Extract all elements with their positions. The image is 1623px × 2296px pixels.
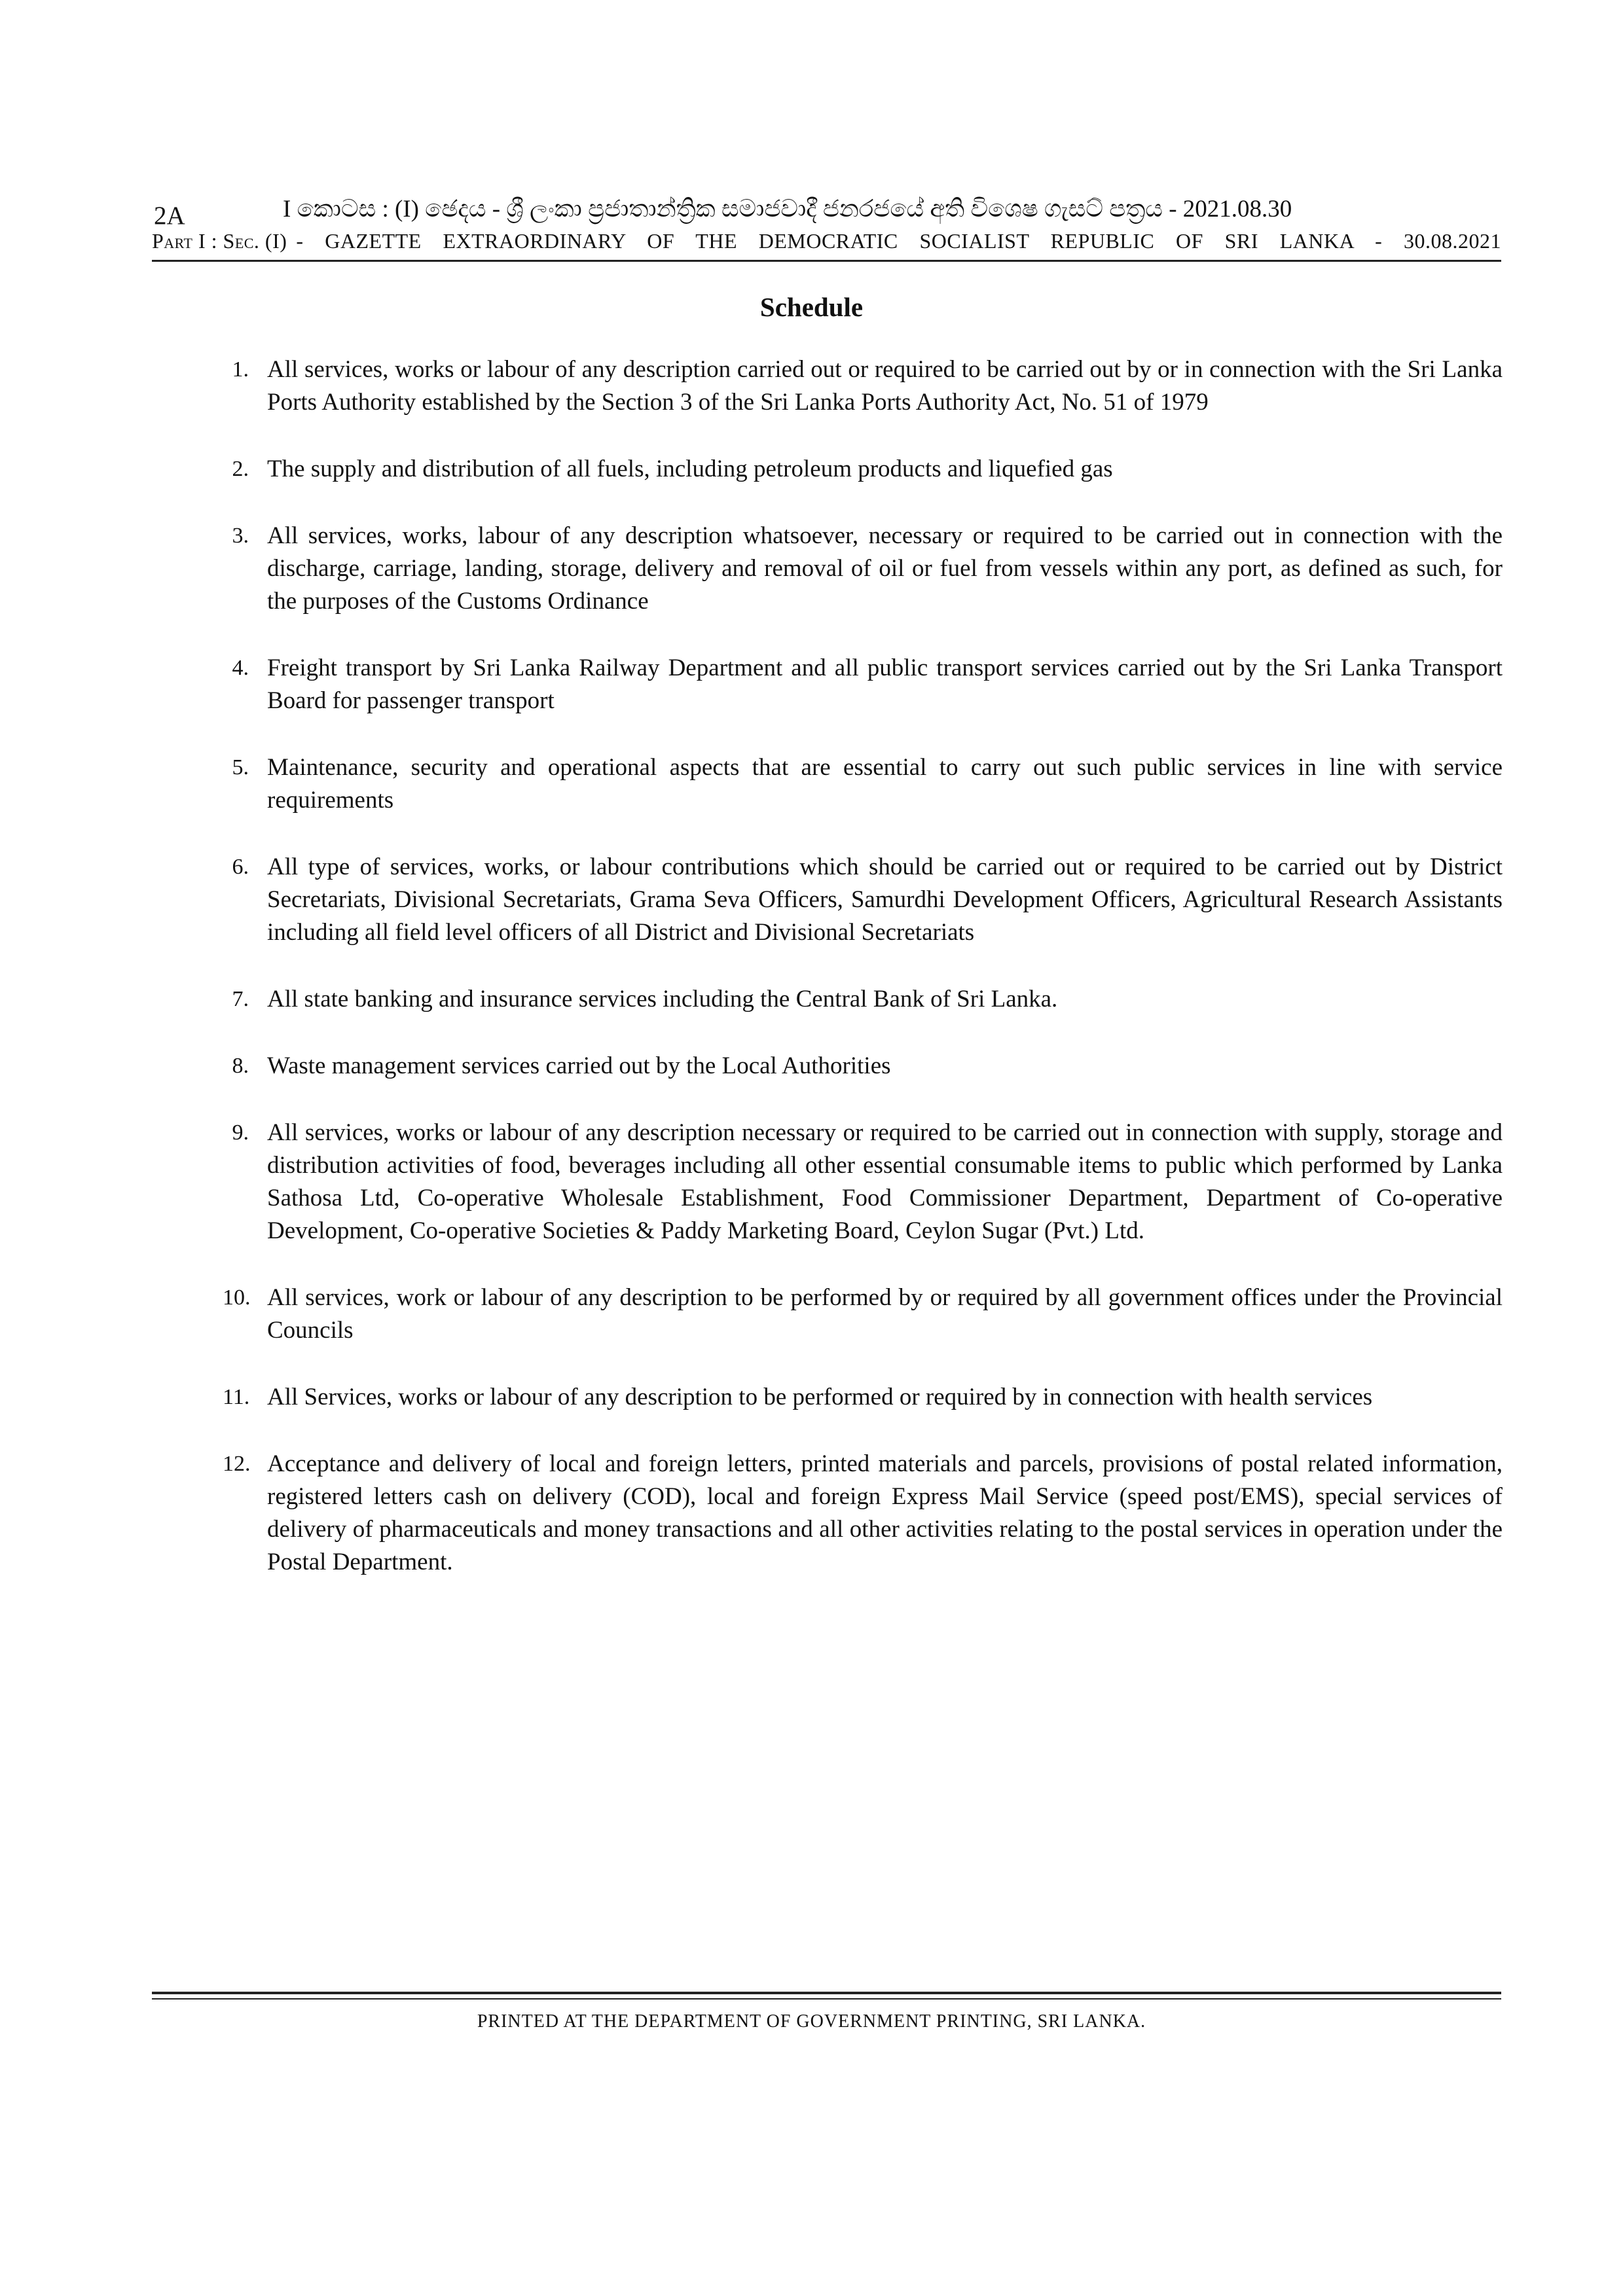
schedule-item-text: Freight transport by Sri Lanka Railway Department and all public transport services carried out by the Sri Lanka Transport Board for passenger transport [267, 655, 1503, 714]
schedule-item [223, 1381, 1503, 1414]
schedule-item [223, 983, 1503, 1016]
schedule-item-text: All services, works or labour of any description carried out or required to be carried out by or in connection with the Sri Lanka Ports Authority established by the Section 3 of the Sri Lanka Ports Authority Act, No. 51 of 1979 [267, 356, 1503, 416]
schedule-item-text: The supply and distribution of all fuels, including petroleum products and liquefied gas [267, 456, 1113, 482]
schedule-title: Schedule [759, 292, 864, 322]
footer-divider-thin [152, 1998, 1501, 2000]
schedule-item-number: 5. [232, 755, 249, 780]
schedule-item-text: Acceptance and delivery of local and foreign letters, printed materials and parcels, provisions of postal related information, registered letters cash on delivery (COD), local and foreign Express Mail Service (speed post/EMS), special services of delivery of pharmaceuticals and money transactions and all other activities relating to the postal services in operation under the Postal Department. [267, 1450, 1503, 1575]
english-gazette-title: - GAZETTE EXTRAORDINARY OF THE DEMOCRATIC SOCIALIST REPUBLIC OF SRI LANKA - 30.08.2021 [296, 229, 1501, 253]
header-line-english [152, 228, 1501, 254]
schedule-list [223, 353, 1503, 1613]
schedule-item-number: 10. [223, 1285, 251, 1310]
schedule-item [223, 1050, 1503, 1083]
page-number: 2A [154, 202, 185, 230]
schedule-item-text: All services, works, labour of any description whatsoever, necessary or required to be carried out in connection with the discharge, carriage, landing, storage, delivery and removal of oil or fuel from vessels within any port, as defined as such, for the purposes of the Customs Ordinance [267, 522, 1503, 615]
schedule-item-text: All Services, works or labour of any description to be performed or required by in connection with health services [267, 1384, 1373, 1410]
schedule-item [223, 1117, 1503, 1247]
schedule-item-number: 2. [232, 457, 249, 481]
schedule-item-number: 12. [223, 1452, 251, 1476]
schedule-item [223, 652, 1503, 717]
footer-divider [152, 1992, 1501, 1994]
schedule-item [223, 520, 1503, 618]
schedule-item [223, 751, 1503, 817]
schedule-item-text: All type of services, works, or labour contributions which should be carried out or required to be carried out by District Secretariats, Divisional Secretariats, Grama Seva Officers, Samurdhi Development Officers, Agricultural Research Assistants including all field level officers of all District and Divisional Secretariats [267, 853, 1503, 946]
schedule-item-number: 8. [232, 1054, 249, 1078]
part-section-label: Part I : Sec. (I) [152, 229, 287, 253]
schedule-item-text: All state banking and insurance services including the Central Bank of Sri Lanka. [267, 986, 1058, 1013]
schedule-item-text: Maintenance, security and operational aspects that are essential to carry out such public services in line with service requirements [267, 754, 1503, 814]
schedule-item [223, 453, 1503, 486]
schedule-item-number: 9. [232, 1121, 249, 1145]
schedule-item-number: 7. [232, 987, 249, 1011]
schedule-item-text: All services, work or labour of any description to be performed by or required by all government offices under the Provincial Councils [267, 1284, 1503, 1344]
sinhala-gazette-title: I කොටස : (I) ඡෙදය - ශ්‍රී ලංකා ප්‍රජාතාන්ත්‍රික සමාජවාදී ජනරජයේ අති විශෙෂ ගැසට් පත්‍රය - 2021.08.30 [283, 196, 1292, 223]
header-divider [152, 260, 1501, 262]
page-header [152, 194, 1501, 253]
header-line-sinhala [152, 194, 1501, 230]
schedule-item-number: 4. [232, 656, 249, 680]
schedule-item-number: 3. [232, 524, 249, 548]
schedule-item-text: Waste management services carried out by the Local Authorities [267, 1052, 891, 1079]
schedule-item-number: 11. [223, 1385, 250, 1409]
schedule-item-number: 6. [232, 855, 249, 879]
schedule-item [223, 1282, 1503, 1347]
schedule-item [223, 1448, 1503, 1579]
schedule-item [223, 851, 1503, 949]
schedule-item-number: 1. [232, 357, 249, 382]
schedule-item-text: All services, works or labour of any description necessary or required to be carried out in connection with supply, storage and distribution activities of food, beverages including all other essential consumable items to public which performed by Lanka Sathosa Ltd, Co-operative Wholesale Establishment, Food Commissioner Department, Department of Co-operative Development, Co-operative Societies & Paddy Marketing Board, Ceylon Sugar (Pvt.) Ltd. [267, 1119, 1503, 1244]
schedule-item [223, 353, 1503, 419]
printer-imprint: PRINTED AT THE DEPARTMENT OF GOVERNMENT PRINTING, SRI LANKA. [477, 2011, 1146, 2032]
